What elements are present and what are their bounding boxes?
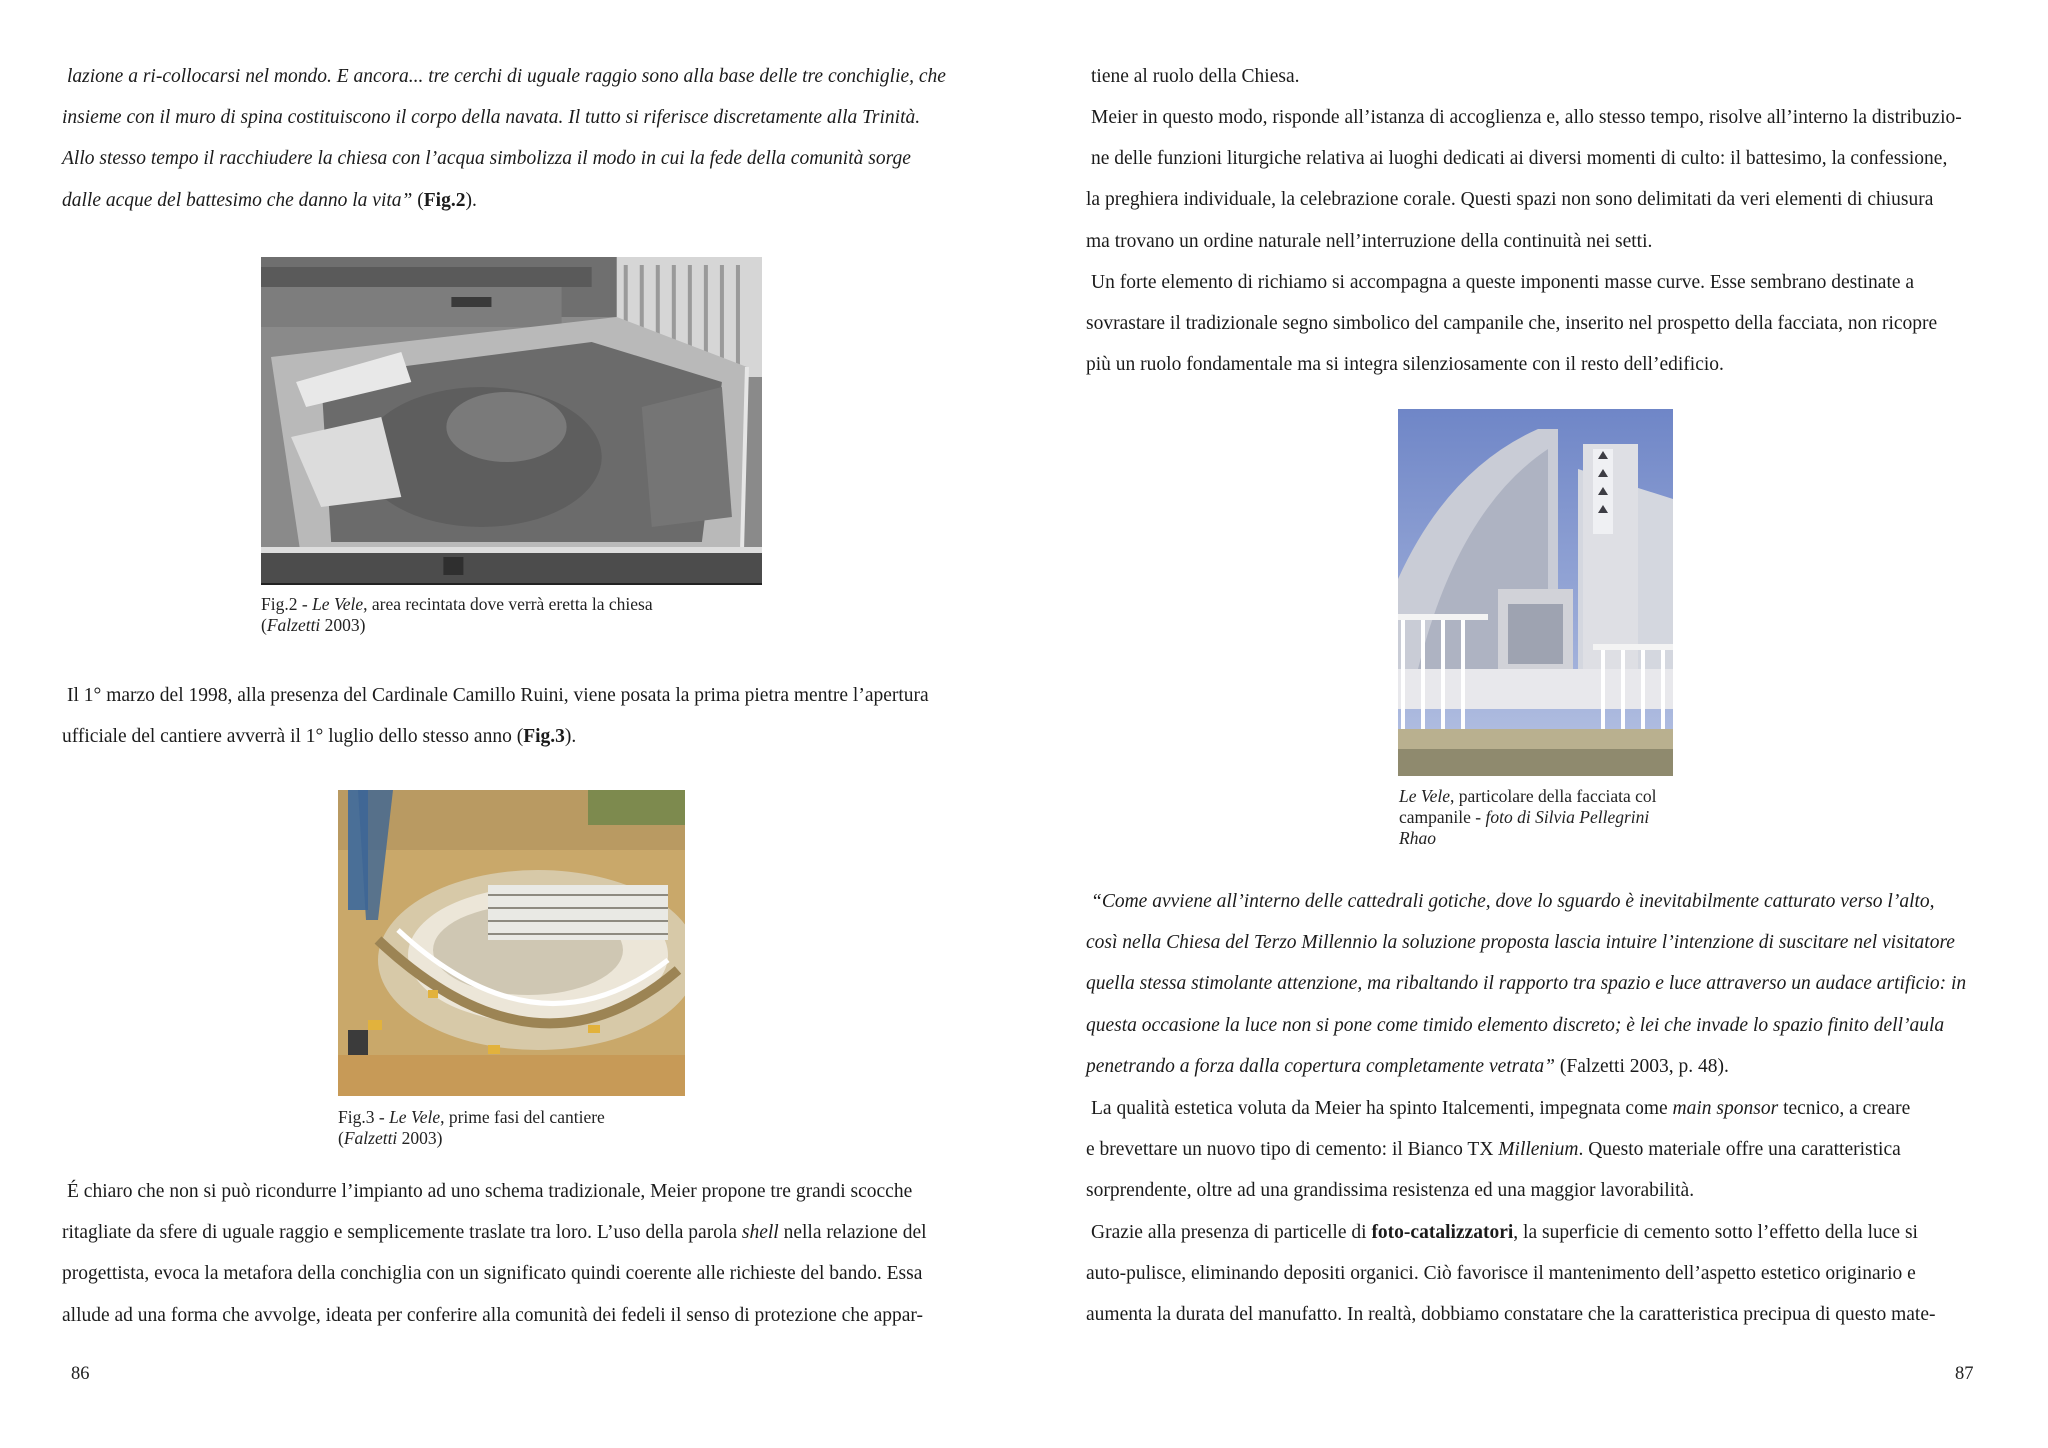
page-number: 86 <box>71 1364 90 1384</box>
caption-source-author: Falzetti <box>343 1128 398 1148</box>
paragraph-italcementi <box>1086 1088 2010 1212</box>
text-line: lazione a ri-collocarsi nel mondo. E ancora... tre cerchi di uguale raggio sono alla base delle tre conchiglie, che <box>67 66 946 87</box>
text-line: sovrastare il tradizionale segno simbolico del campanile che, inserito nel prospetto della facciata, non ricopre <box>1086 313 1938 335</box>
figure-caption-3 <box>338 1107 758 1149</box>
caption-title: Le Vele <box>389 1107 441 1127</box>
text-line: La qualità estetica voluta da Meier ha spinto Italcementi, impegnata come <box>1091 1098 1673 1119</box>
text-line: quella stessa stimolante attenzione, ma ribaltando il rapporto tra spazio e luce attraverso un audace artificio: in <box>1086 973 1967 995</box>
text-line: progettista, evoca la metafora della conchiglia con un significato quindi coerente alle richieste del bando. Essa <box>62 1263 923 1285</box>
right-page <box>1024 0 2048 1448</box>
text-italic: Millenium <box>1498 1139 1579 1161</box>
caption-source-author: Falzetti <box>266 615 321 635</box>
text-line: la preghiera individuale, la celebrazione corale. Questi spazi non sono delimitati da veri elementi di chiusura <box>1086 189 1934 211</box>
page-number: 87 <box>1955 1364 1974 1384</box>
photo-fenced-site <box>261 257 762 583</box>
figure-ref-close: ). <box>465 189 477 211</box>
caption-label: Fig.2 - <box>261 594 313 614</box>
paragraph-first-stone <box>62 675 964 757</box>
text-line: ritagliate da sfere di uguale raggio e semplicemente traslate tra loro. L’uso della parola <box>62 1222 742 1244</box>
caption-credit: Rhao <box>1399 828 1436 848</box>
figure-ref-open: ( <box>412 189 424 211</box>
text-line: . Questo materiale offre una caratteristica <box>1578 1139 1901 1161</box>
caption-title: Le Vele <box>1399 786 1451 806</box>
caption-text: , area recintata dove verrà eretta la chiesa <box>363 594 653 614</box>
text-line: così nella Chiesa del Terzo Millennio la soluzione proposta lascia intuire l’intenzione di suscitare nel visitatore <box>1086 932 1955 954</box>
text-line: questa occasione la luce non si pone come timido elemento discreto; è lei che invade lo spazio finito dell’aula <box>1086 1014 1945 1036</box>
caption-text: , prime fasi del cantiere <box>440 1107 605 1127</box>
text-bold: foto-catalizzatori <box>1371 1222 1514 1243</box>
paragraph-bell-tower <box>1086 262 2010 386</box>
photo-construction-site <box>338 790 685 1096</box>
text-line: Il 1° marzo del 1998, alla presenza del Cardinale Camillo Ruini, viene posata la prima pietra mentre l’apertura <box>67 685 929 706</box>
paragraph-continuation <box>1086 56 2010 97</box>
text-line: insieme con il muro di spina costituiscono il corpo della navata. Il tutto si riferisce discretamente alla Trinità. <box>62 107 921 129</box>
caption-text: campanile - <box>1399 807 1486 827</box>
caption-source-year: 2003) <box>397 1128 443 1148</box>
figure-ref-link[interactable]: Fig.3 <box>523 726 565 748</box>
text-line: Grazie alla presenza di particelle di <box>1091 1222 1372 1243</box>
quote-citation: (Falzetti 2003, p. 48). <box>1555 1055 1729 1077</box>
text-line: ne delle funzioni liturgiche relativa ai luoghi dedicati ai diversi momenti di culto: il battesimo, la confessione, <box>1091 148 1948 170</box>
text-line: penetrando a forza dalla copertura completamente vetrata” <box>1086 1055 1556 1077</box>
text-line: allude ad una forma che avvolge, ideata per conferire alla comunità dei fedeli il senso di protezione che appar- <box>62 1304 924 1326</box>
paragraph-gothic-quote <box>1086 881 2010 1087</box>
caption-credit: foto di Silvia Pellegrini <box>1485 807 1650 827</box>
figure-rule <box>261 583 762 585</box>
text-italic: shell <box>741 1222 779 1244</box>
figure-caption-facade <box>1399 786 1689 849</box>
photo-church-facade <box>1398 409 1673 776</box>
figure-caption-2 <box>261 594 781 636</box>
text-line: e brevettare un nuovo tipo di cemento: il Bianco TX <box>1086 1139 1499 1161</box>
paragraph-photocatalyst <box>1086 1212 2010 1336</box>
paragraph-shell <box>62 1171 964 1336</box>
text-line: tiene al ruolo della Chiesa. <box>1091 66 1300 87</box>
caption-text: , particolare della facciata col <box>1450 786 1657 806</box>
text-line: sorprendente, oltre ad una grandissima resistenza ed una maggior lavorabilità. <box>1086 1180 1695 1202</box>
text-line: É chiaro che non si può ricondurre l’impianto ad uno schema tradizionale, Meier propone tre grandi scocche <box>67 1181 913 1202</box>
paragraph-liturgical <box>1086 97 2010 262</box>
caption-title: Le Vele <box>312 594 364 614</box>
caption-source-open: ( <box>261 615 267 635</box>
text-line: , la superficie di cemento sotto l’effetto della luce si <box>1513 1222 1918 1243</box>
text-line: ufficiale del cantiere avverrà il 1° luglio dello stesso anno ( <box>62 726 524 748</box>
text-line: “Come avviene all’interno delle cattedrali gotiche, dove lo sguardo è inevitabilmente catturato verso l’alto, <box>1091 891 1935 912</box>
text-line: tecnico, a creare <box>1778 1098 1911 1119</box>
figure-ref-close: ). <box>564 726 577 748</box>
text-line: ma trovano un ordine naturale nell’interruzione della continuità nei setti. <box>1086 230 1653 252</box>
caption-source-open: ( <box>338 1128 344 1148</box>
text-line: nella relazione del <box>778 1222 927 1244</box>
text-line: Un forte elemento di richiamo si accompagna a queste imponenti masse curve. Esse sembrano destinate a <box>1091 272 1915 293</box>
text-line: auto-pulisce, eliminando depositi organici. Ciò favorisce il mantenimento dell’aspetto estetico originario e <box>1086 1263 1916 1285</box>
caption-source-year: 2003) <box>320 615 366 635</box>
paragraph-quote-trinity <box>62 56 964 221</box>
text-line: dalle acque del battesimo che danno la vita” <box>62 189 413 211</box>
text-italic: main sponsor <box>1672 1098 1779 1119</box>
text-line: Meier in questo modo, risponde all’istanza di accoglienza e, allo stesso tempo, risolve all’interno la distribuzio- <box>1091 107 1962 128</box>
caption-label: Fig.3 - <box>338 1107 390 1127</box>
text-line: Allo stesso tempo il racchiudere la chiesa con l’acqua simbolizza il modo in cui la fede della comunità sorge <box>62 148 911 170</box>
text-line: più un ruolo fondamentale ma si integra silenziosamente con il resto dell’edificio. <box>1086 354 1724 376</box>
figure-ref-link[interactable]: Fig.2 <box>423 189 466 211</box>
text-line: aumenta la durata del manufatto. In realtà, dobbiamo constatare che la caratteristica precipua di questo mate- <box>1086 1304 1936 1326</box>
